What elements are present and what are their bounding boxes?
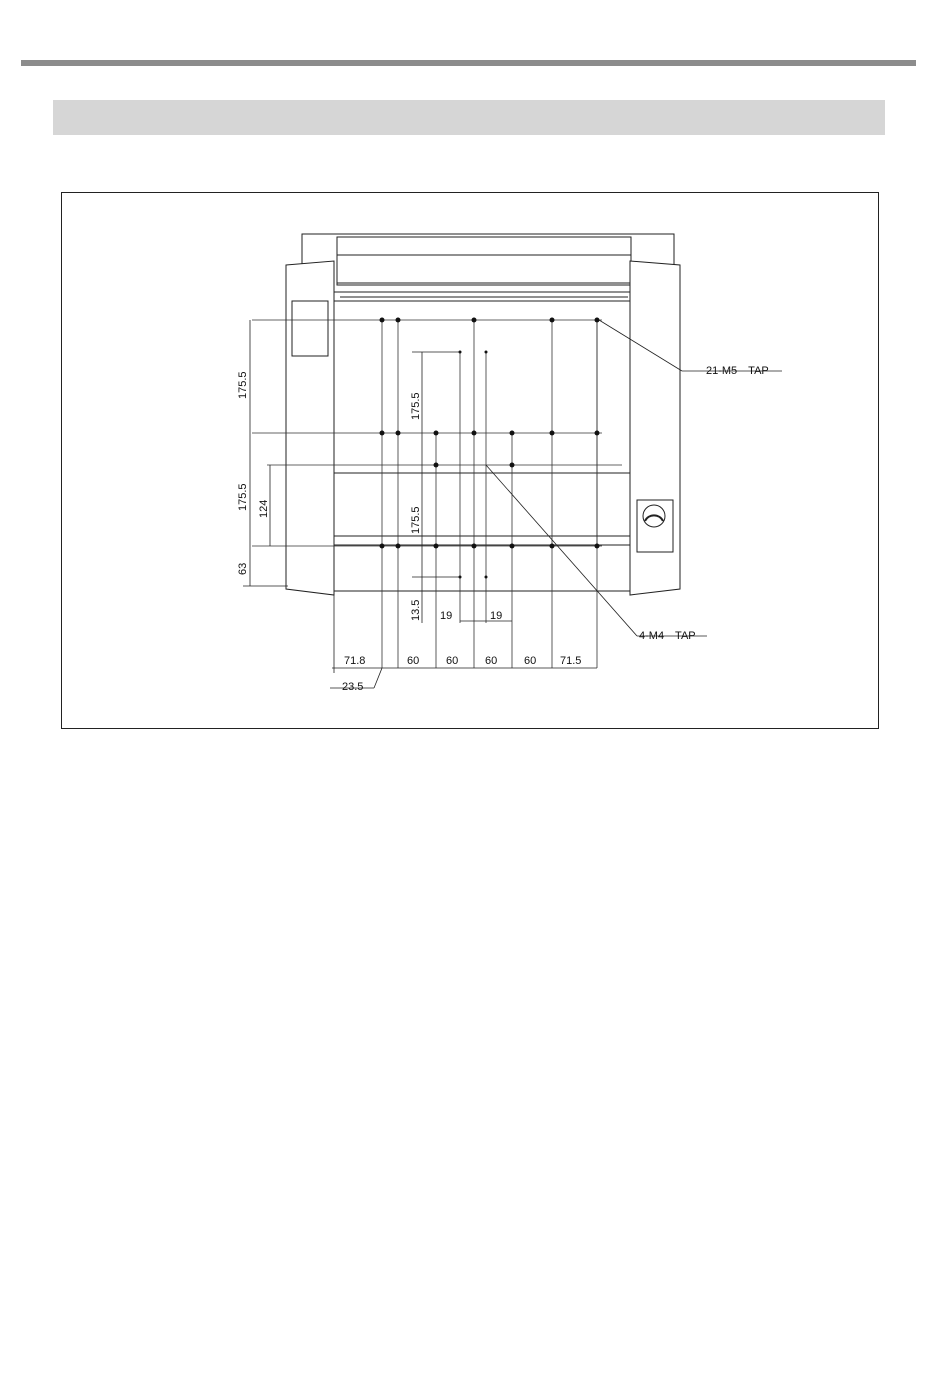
mounting-drawing-frame [61, 192, 879, 729]
dim-left-offset: 124 [258, 499, 270, 518]
m4-tap-callout: 4-M4 TAP [639, 630, 696, 642]
rail-assembly [337, 237, 631, 285]
top-rule [21, 60, 916, 66]
dim-pitch-3: 60 [485, 655, 498, 667]
dim-offset-small: 23.5 [342, 681, 364, 693]
dim-pitch-4: 60 [524, 655, 537, 667]
section-header-bar [53, 100, 885, 135]
dim-left-middle: 175.5 [237, 483, 249, 511]
dim-left-bottom: 63 [237, 562, 249, 575]
dim-center-bottom: 13.5 [410, 599, 422, 621]
left-side-cover [286, 261, 334, 595]
dim-center-upper: 175.5 [410, 392, 422, 420]
dim-edge-right: 71.5 [560, 655, 582, 667]
dim-pitch-2: 60 [446, 655, 459, 667]
dim-left-upper: 175.5 [237, 371, 249, 399]
dim-center-lower: 175.5 [410, 506, 422, 534]
dim-pitch-left-19: 19 [440, 610, 453, 622]
dim-edge-left: 71.8 [344, 655, 366, 667]
dim-pitch-1: 60 [407, 655, 420, 667]
dim-pitch-right-19: 19 [490, 610, 503, 622]
mounting-hole-drawing [62, 193, 878, 728]
m5-tap-callout: 21-M5 TAP [706, 365, 769, 377]
